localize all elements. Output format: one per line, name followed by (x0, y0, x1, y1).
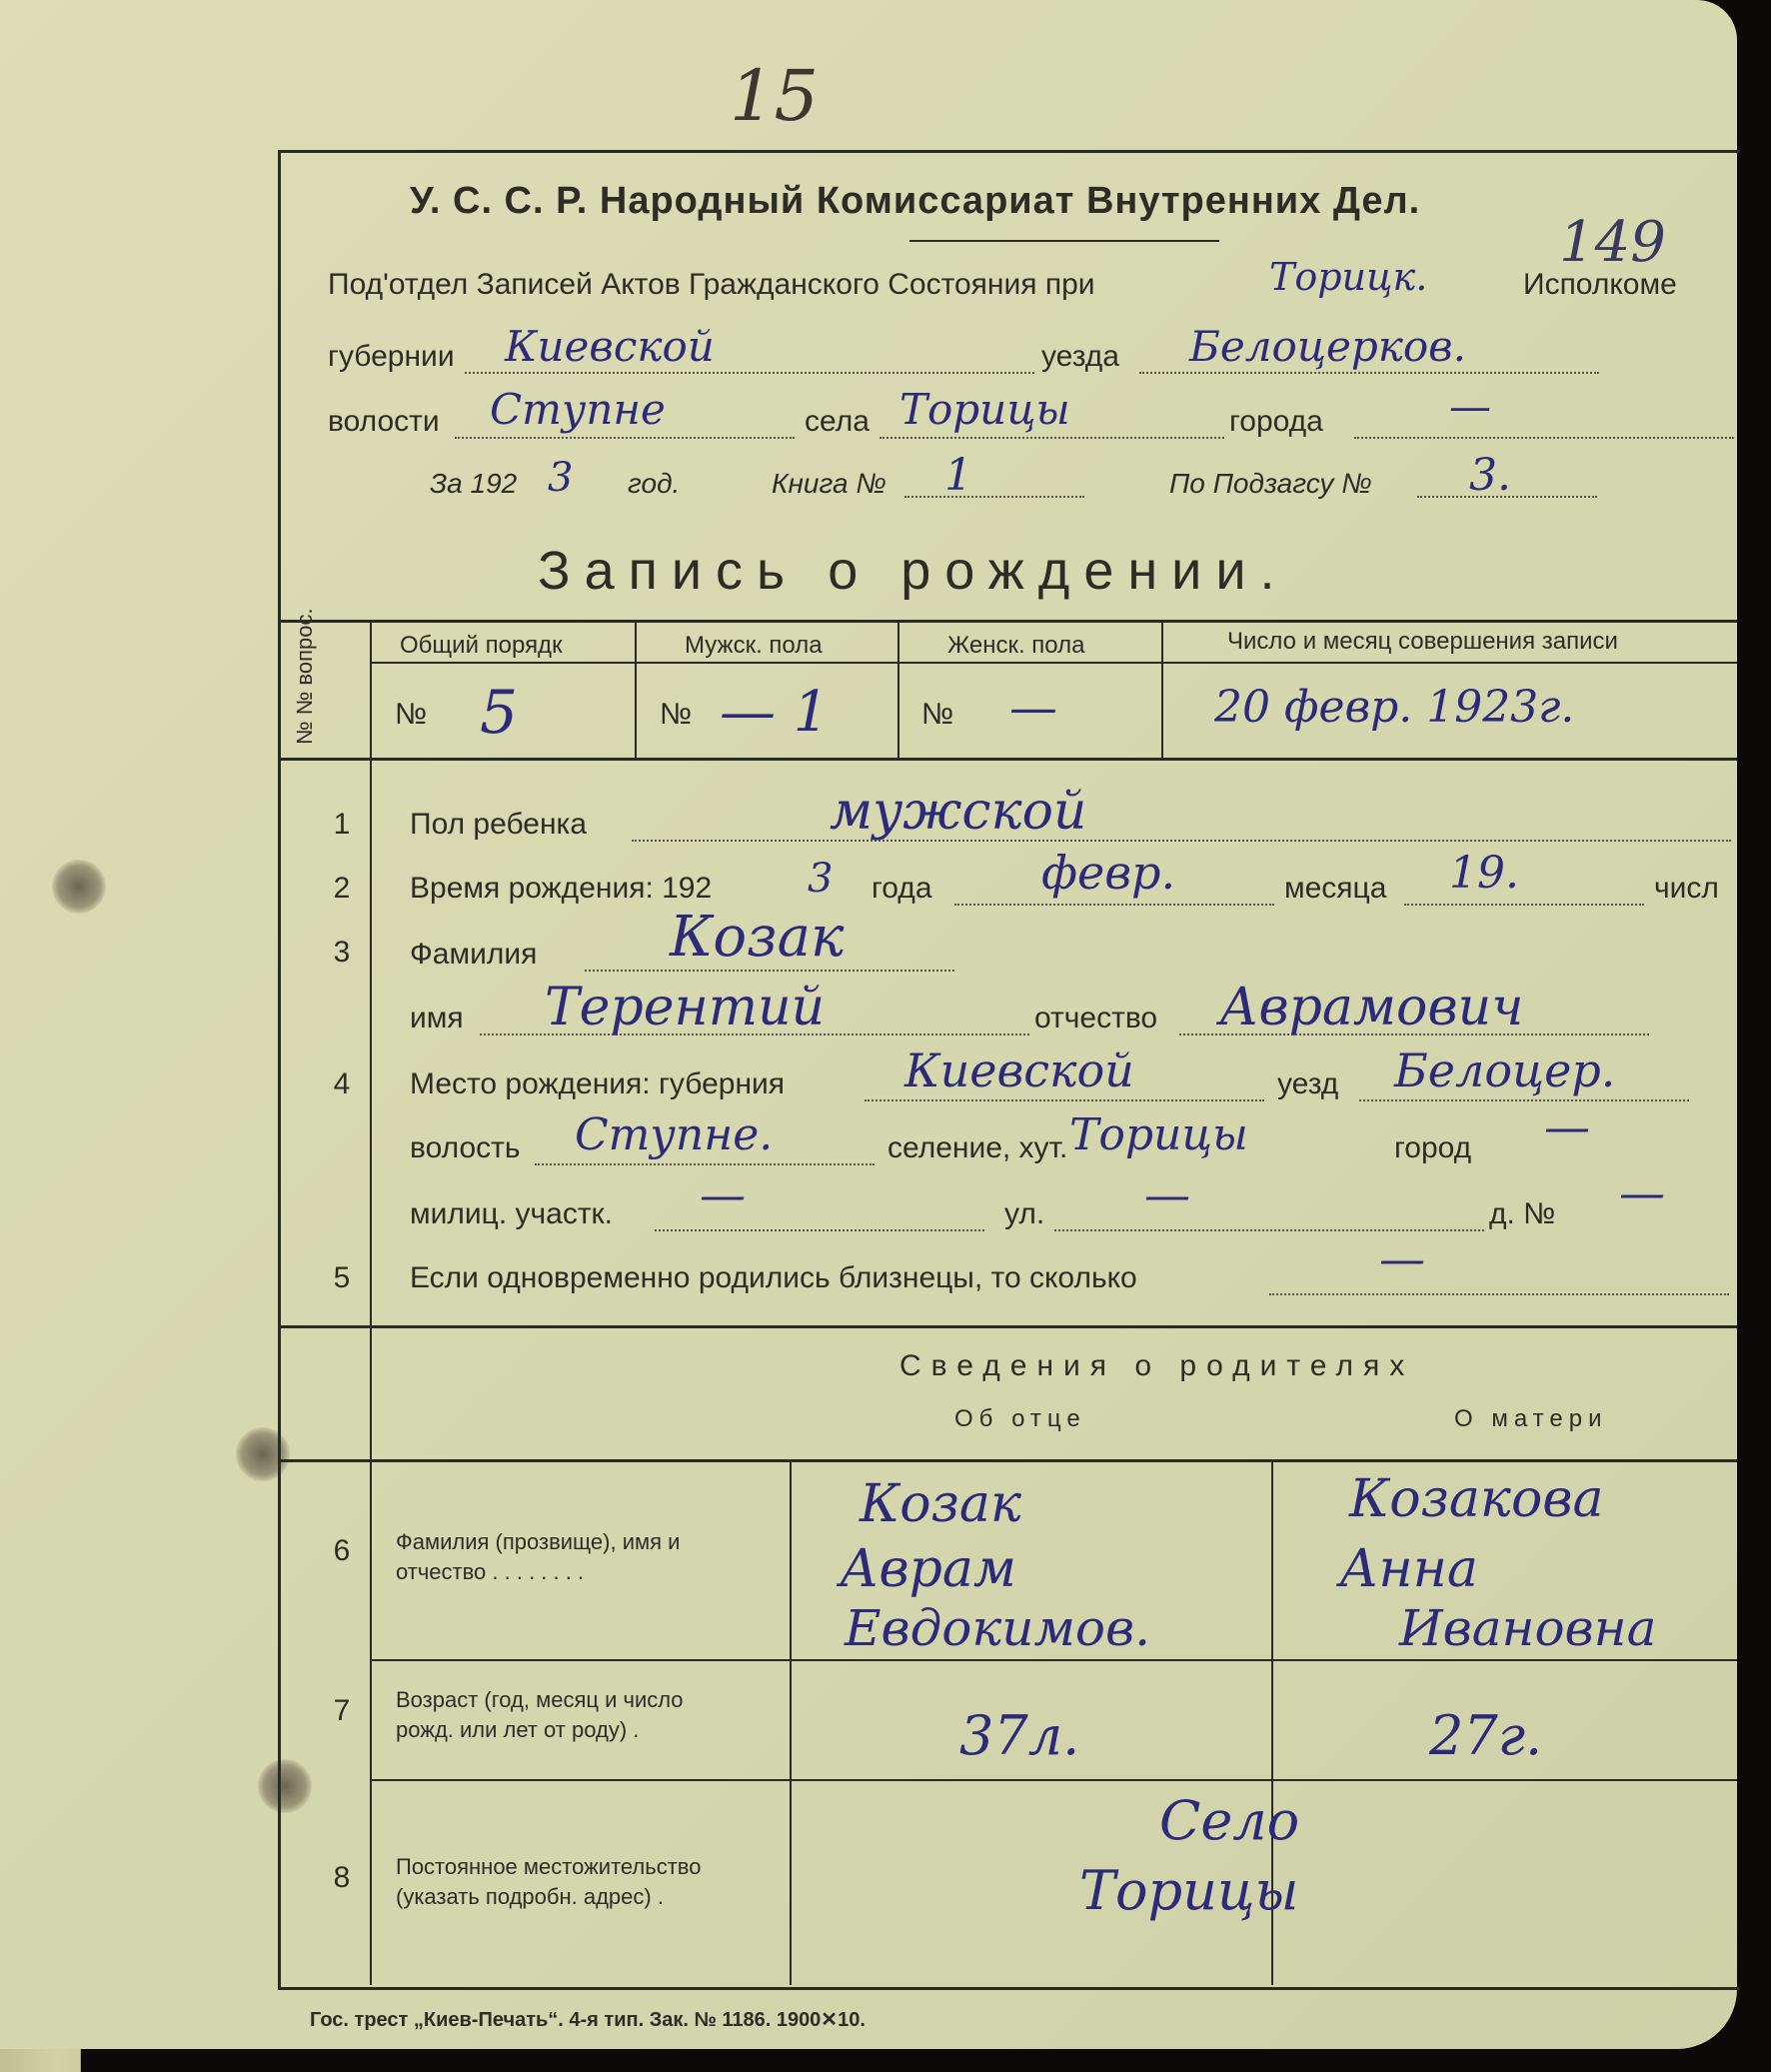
subdept-label: Под'отдел Записей Актов Гражданского Состояния при (328, 268, 1095, 301)
birth-time-label: Время рождения: 192 (410, 872, 713, 905)
question-number: 1 (333, 808, 351, 841)
house-value: — (1619, 1165, 1665, 1219)
birthplace-volost-label: волость (410, 1131, 521, 1164)
twins-value: — (1379, 1231, 1425, 1285)
first-name-label: имя (410, 1002, 464, 1035)
printer-footer: Гос. трест „Киев-Печать“. 4-я тип. Зак. № 1186. 1900✕10. (310, 2009, 866, 2031)
parent-age-label: Возраст (год, месяц и число (396, 1687, 684, 1712)
general-order-label: Общий порядк (400, 632, 563, 659)
subseries-label: По Подзагсу № (1169, 468, 1372, 499)
birthplace-gubernia-value: Киевской (904, 1043, 1134, 1097)
militia-value: — (700, 1167, 746, 1221)
subseries-value: 3. (1469, 450, 1511, 501)
surname-label: Фамилия (410, 938, 538, 971)
birthplace-gorod-label: город (1394, 1131, 1472, 1164)
birthplace-uezd-label: уезд (1277, 1067, 1339, 1100)
father-first-name: Аврам (840, 1539, 1017, 1599)
father-patronymic: Евдокимов. (845, 1599, 1151, 1657)
year-label: За 192 (430, 468, 518, 499)
record-title: Запись о рождении. (538, 541, 1289, 601)
birthplace-selo-label: селение, хут. (887, 1131, 1068, 1164)
parent-age-label-cont: рожд. или лет от роду) . (396, 1717, 640, 1742)
binding-hole (52, 860, 106, 914)
father-age: 37л. (959, 1704, 1080, 1767)
female-label: Женск. пола (947, 632, 1085, 659)
residence-label-cont: (указать подробн. адрес) . (396, 1884, 664, 1909)
question-number: 7 (333, 1694, 351, 1727)
birth-year-suffix: года (872, 872, 932, 905)
uezd-value: Белоцерков. (1189, 322, 1466, 371)
birth-month-value: февр. (1041, 846, 1176, 900)
house-label: д. № (1489, 1197, 1556, 1230)
gubernia-value: Киевской (505, 322, 715, 371)
question-number: 8 (333, 1861, 351, 1894)
record-date-label: Число и месяц совершения записи (1227, 628, 1618, 655)
question-number: 5 (333, 1261, 351, 1294)
first-name-value: Терентий (545, 978, 826, 1037)
subdept-suffix: Исполкоме (1523, 268, 1677, 301)
birthplace-label: Место рождения: губерния (410, 1067, 786, 1100)
birthplace-selo-value: Торицы (1069, 1109, 1248, 1160)
no-sign: № (395, 698, 428, 731)
general-order-value: 5 (480, 678, 519, 748)
selo-label: села (805, 405, 870, 438)
male-count-value: — 1 (720, 680, 830, 745)
question-number: 6 (333, 1534, 351, 1567)
folio-number: 15 (730, 55, 820, 137)
parents-heading: Сведения о родителях (899, 1349, 1415, 1382)
street-value: — (1144, 1167, 1190, 1221)
header-underline (909, 240, 1219, 242)
father-surname: Козак (860, 1474, 1021, 1534)
uezd-label: уезда (1041, 340, 1119, 373)
book-label: Книга № (772, 468, 886, 499)
male-label: Мужск. пола (685, 632, 823, 659)
patronymic-label: отчество (1034, 1002, 1158, 1035)
book-value: 1 (944, 450, 972, 501)
residence-label: Постоянное местожительство (396, 1854, 702, 1879)
parent-name-label-cont: отчество . . . . . . . . (396, 1559, 585, 1584)
mother-first-name: Анна (1339, 1539, 1478, 1599)
mother-surname: Козакова (1349, 1469, 1604, 1529)
birth-year-value: 3 (808, 856, 834, 902)
year-value: 3 (548, 455, 574, 501)
birthplace-volost-value: Ступне. (575, 1109, 774, 1160)
selo-value: Торицы (899, 385, 1070, 434)
mother-age: 27г. (1429, 1704, 1543, 1767)
father-heading: Об отце (954, 1405, 1086, 1432)
child-sex-value: мужской (830, 782, 1087, 842)
surname-value: Козак (670, 905, 845, 970)
female-count-value: — (1009, 680, 1057, 736)
birthplace-gorod-value: — (1544, 1099, 1590, 1153)
subdept-value: Торицк. (1269, 255, 1428, 299)
no-sign: № (921, 698, 954, 731)
residence-line-1: Село (1159, 1789, 1300, 1852)
question-number: 3 (333, 936, 351, 969)
no-sign: № (660, 698, 693, 731)
birth-day-label: числ (1654, 872, 1719, 905)
mother-heading: О матери (1454, 1405, 1608, 1432)
child-sex-label: Пол ребенка (410, 808, 588, 841)
patronymic-value: Аврамович (1219, 978, 1524, 1037)
question-number-header: № № вопрос. (292, 608, 317, 745)
mother-patronymic: Ивановна (1399, 1599, 1657, 1657)
birthplace-uezd-value: Белоцер. (1394, 1043, 1616, 1097)
gorod-value: — (1449, 382, 1491, 431)
volost-value: Ступне (490, 385, 666, 434)
stamp-number: 149 (1559, 210, 1666, 275)
question-number: 2 (333, 872, 351, 905)
residence-line-2: Торицы (1079, 1859, 1299, 1922)
volost-label: волости (328, 405, 440, 438)
form-header-title: У. С. С. Р. Народный Комиссариат Внутренних Дел. (410, 180, 1421, 222)
question-number: 4 (333, 1067, 351, 1100)
birth-day-value: 19. (1449, 848, 1519, 899)
militia-label: милиц. участк. (410, 1197, 614, 1230)
year-suffix: год. (628, 468, 681, 499)
birth-month-label: месяца (1284, 872, 1387, 905)
gubernia-label: губернии (328, 340, 455, 373)
street-label: ул. (1004, 1197, 1045, 1230)
gorod-label: города (1229, 405, 1323, 438)
record-date-value: 20 февр. 1923г. (1214, 682, 1575, 733)
parent-name-label: Фамилия (прозвище), имя и (396, 1529, 681, 1554)
twins-label: Если одновременно родились близнецы, то сколько (410, 1261, 1137, 1294)
